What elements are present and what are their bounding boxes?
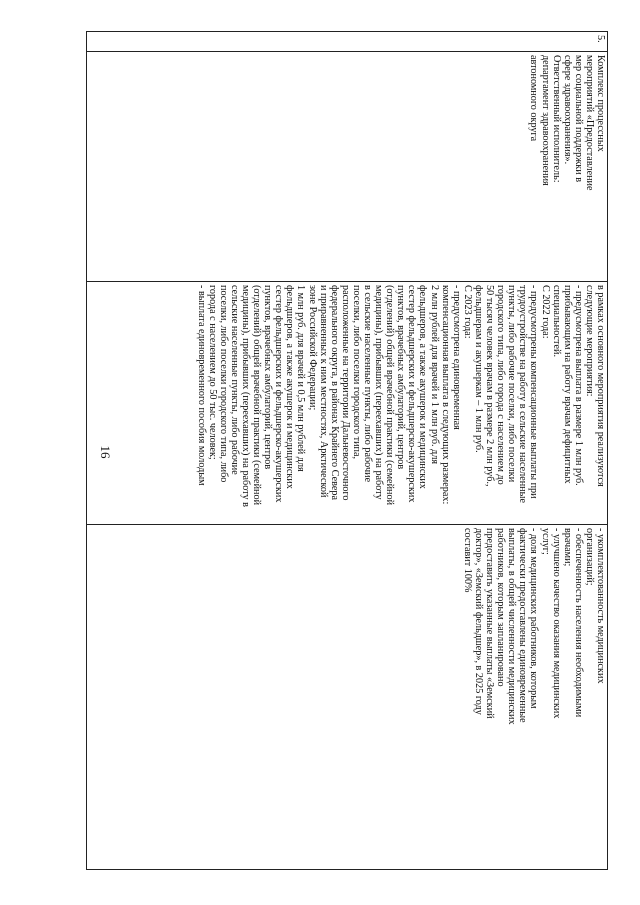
- text-line: С 2022 года:: [539, 285, 551, 339]
- text-line: предоставить указанные выплаты «Земский: [484, 528, 496, 719]
- row-number: 5.: [595, 35, 606, 43]
- text-line: прибывающим на работу врачам дефицитных: [561, 285, 573, 484]
- text-line: фельдшеров, а также акушерок и медицинских: [417, 285, 429, 489]
- indicators-cell: [87, 525, 608, 870]
- text-line: С 2023 года:: [461, 285, 473, 339]
- text-line: - обеспеченность населения необходимыми: [572, 528, 584, 718]
- text-line: и приравненных к ним местностях, Арктической: [317, 285, 329, 498]
- text-line: в рамках основного мероприятия реализуются: [595, 285, 606, 487]
- text-line: 2 млн рублей для врачей и 1 млн руб. для: [428, 285, 440, 465]
- text-line: сельские населенные пункты, либо рабочие: [228, 285, 240, 475]
- text-line: трудоустройстве на работу в сельские населенные: [517, 285, 529, 504]
- text-line: (отделений) общей врачебной практики (семейной: [384, 285, 396, 506]
- text-line: 1 млн руб. для врачей и 0,5 млн рублей для: [295, 285, 307, 472]
- text-line: компенсационная выплата в следующих размерах:: [439, 285, 451, 505]
- text-line: организаций;: [583, 528, 595, 586]
- text-line: городского типа, либо города с населением до: [495, 285, 507, 485]
- text-line: сестер фельдшерских и фельдшерско-акушерских: [406, 285, 418, 503]
- text-line: мероприятий «Предоставление: [583, 55, 595, 191]
- text-line: департамент здравоохранения: [539, 55, 551, 186]
- measure-name-cell: [87, 52, 608, 282]
- measure-description-cell: [87, 282, 608, 525]
- measures-table: [86, 31, 608, 870]
- text-line: поселки, либо поселки городского типа, либо: [217, 285, 229, 483]
- text-line: следующие мероприятия:: [583, 285, 595, 397]
- text-line: - доля медицинских работников, которым: [528, 528, 540, 709]
- text-line: специальностей.: [550, 285, 562, 358]
- text-line: города с населением до 50 тыс. человек;: [206, 285, 218, 460]
- text-line: составит 100%: [461, 528, 473, 593]
- text-line: пункты, либо рабочие поселки, либо поселки: [506, 285, 518, 483]
- text-line: фактически предоставлены единовременные: [517, 528, 529, 723]
- text-line: - предусмотрена единовременная: [450, 285, 462, 430]
- text-line: (отделений) общей врачебной практики (семейной: [251, 285, 263, 506]
- text-line: работников, которым запланировано: [495, 528, 507, 687]
- text-line: Ответственный исполнитель:: [550, 55, 562, 183]
- row-number-cell: [87, 32, 608, 52]
- text-line: сестер фельдшерских и фельдшерско-акушерских: [273, 285, 285, 503]
- text-line: поселки, либо поселки городского типа,: [350, 285, 362, 460]
- text-line: - улучшено качество оказания медицинских: [550, 528, 562, 719]
- text-line: Комплекс процессных: [595, 55, 606, 152]
- text-line: федерального округа, в районах Крайнего Севера: [328, 285, 340, 500]
- text-line: зоне Российской Федерации;: [306, 285, 318, 411]
- text-line: фельдшеров, а также акушерок и медицинских: [284, 285, 296, 489]
- text-line: пунктов, врачебных амбулаторий, центров: [262, 285, 274, 470]
- text-line: мер социальной поддержки в: [572, 55, 584, 183]
- text-line: сфере здравоохранения».: [561, 55, 573, 165]
- indicators-text: [462, 528, 606, 866]
- rotated-table-sheet: [86, 31, 608, 869]
- text-line: медицины), прибывших (переехавших) на работу в: [240, 285, 251, 507]
- text-line: пунктов, врачебных амбулаторий, центров: [395, 285, 407, 470]
- text-line: - выплата единовременного пособия молодым: [195, 285, 207, 486]
- text-line: - предусмотрена выплата в размере 1 млн руб.: [572, 285, 584, 486]
- text-line: 50 тысяч человек врачам в размере 2 млн руб.,: [484, 285, 496, 487]
- text-line: - предусмотрены компенсационные выплаты при: [528, 285, 540, 499]
- measure-name-text: [528, 55, 606, 278]
- text-line: расположенные на территории Дальневосточного: [339, 285, 351, 501]
- text-line: в сельские населенные пункты, либо рабочие: [362, 285, 374, 483]
- text-line: услуг;: [539, 528, 551, 555]
- measure-description-text: [196, 285, 606, 521]
- text-line: врачами;: [561, 528, 573, 567]
- page-number: 16: [98, 445, 113, 459]
- text-line: фельдшерам и акушеркам – 1 млн руб.: [472, 285, 484, 453]
- text-line: медицины), прибывших (переехавших) на работу: [373, 285, 385, 500]
- text-line: доктор», «Земский фельдшер», в 2025 году: [472, 528, 484, 715]
- text-line: автономного округа: [528, 55, 540, 142]
- text-line: выплаты, в общей численности медицинских: [506, 528, 518, 725]
- text-line: - укомплектованность медицинских: [595, 528, 606, 684]
- table-row: [87, 32, 608, 870]
